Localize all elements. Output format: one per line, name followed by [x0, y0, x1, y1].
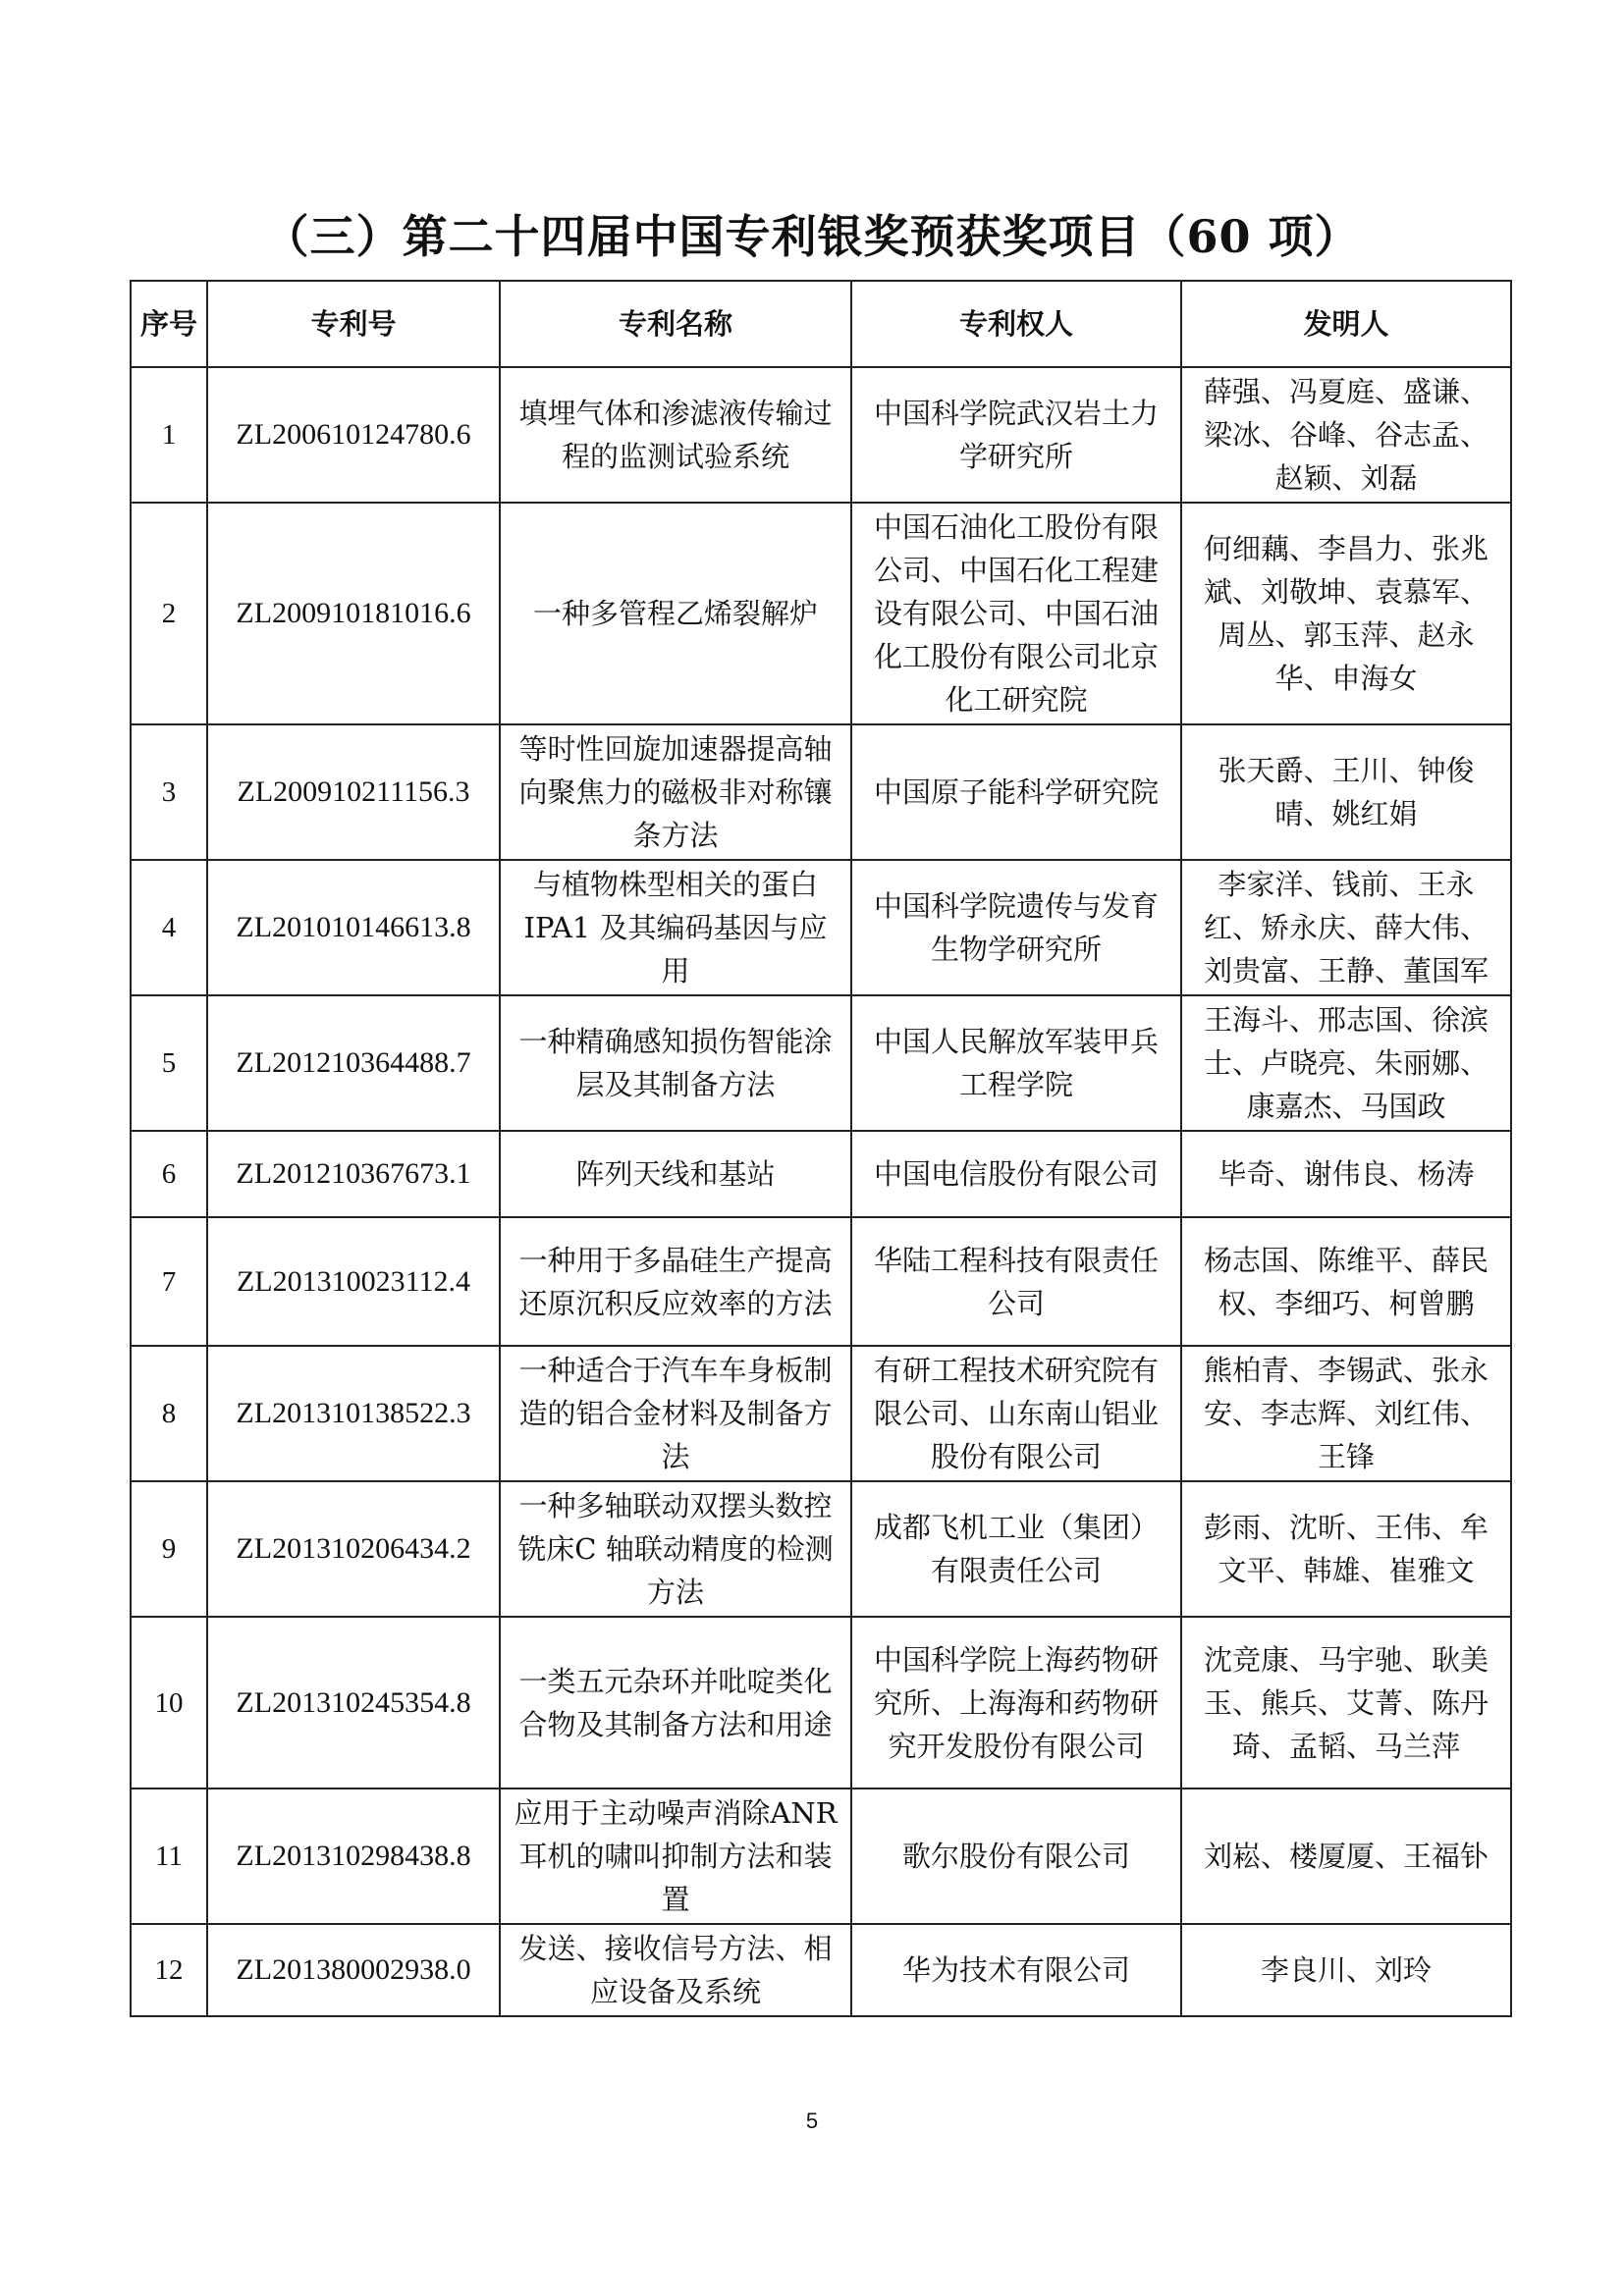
cell-patent-no: ZL201310206434.2	[207, 1481, 500, 1617]
table-row	[131, 1217, 1511, 1346]
cell-inventors: 杨志国、陈维平、薛民权、李细巧、柯曾鹏	[1181, 1217, 1511, 1346]
cell-patent-name: 与植物株型相关的蛋白IPA1 及其编码基因与应用	[500, 860, 851, 995]
cell-patent-name: 一种多管程乙烯裂解炉	[500, 503, 851, 724]
cell-patent-no: ZL201210367673.1	[207, 1131, 500, 1217]
page-number: 5	[805, 2109, 819, 2133]
header-patent-name: 专利名称	[500, 281, 851, 367]
cell-seq: 11	[131, 1789, 207, 1924]
table-row	[131, 1617, 1511, 1789]
cell-inventors: 熊柏青、李锡武、张永安、李志辉、刘红伟、王锋	[1181, 1346, 1511, 1481]
cell-patent-no: ZL201310298438.8	[207, 1789, 500, 1924]
cell-inventors: 何细藕、李昌力、张兆斌、刘敬坤、袁慕军、周丛、郭玉萍、赵永华、申海女	[1181, 503, 1511, 724]
cell-inventors: 薛强、冯夏庭、盛谦、梁冰、谷峰、谷志孟、赵颖、刘磊	[1181, 367, 1511, 503]
cell-patent-owner: 中国科学院上海药物研究所、上海海和药物研究开发股份有限公司	[851, 1617, 1181, 1789]
cell-patent-no: ZL201310245354.8	[207, 1617, 500, 1789]
cell-patent-no: ZL200910211156.3	[207, 724, 500, 860]
cell-seq: 2	[131, 503, 207, 724]
cell-inventors: 毕奇、谢伟良、杨涛	[1181, 1131, 1511, 1217]
cell-seq: 9	[131, 1481, 207, 1617]
cell-inventors: 李家洋、钱前、王永红、矫永庆、薛大伟、刘贵富、王静、董国军	[1181, 860, 1511, 995]
cell-patent-name: 发送、接收信号方法、相应设备及系统	[500, 1924, 851, 2016]
cell-patent-owner: 中国石油化工股份有限公司、中国石化工程建设有限公司、中国石油化工股份有限公司北京化工研究院	[851, 503, 1181, 724]
cell-inventors: 刘崧、楼厦厦、王福钋	[1181, 1789, 1511, 1924]
cell-patent-no: ZL200610124780.6	[207, 367, 500, 503]
cell-patent-name: 一种多轴联动双摆头数控铣床C 轴联动精度的检测方法	[500, 1481, 851, 1617]
cell-patent-owner: 有研工程技术研究院有限公司、山东南山铝业股份有限公司	[851, 1346, 1181, 1481]
cell-patent-no: ZL201310138522.3	[207, 1346, 500, 1481]
cell-seq: 6	[131, 1131, 207, 1217]
table-header-row	[131, 281, 1511, 367]
cell-inventors: 彭雨、沈昕、王伟、牟文平、韩雄、崔雅文	[1181, 1481, 1511, 1617]
cell-seq: 4	[131, 860, 207, 995]
cell-patent-owner: 华陆工程科技有限责任公司	[851, 1217, 1181, 1346]
cell-seq: 10	[131, 1617, 207, 1789]
cell-seq: 7	[131, 1217, 207, 1346]
cell-patent-no: ZL201210364488.7	[207, 995, 500, 1131]
cell-inventors: 王海斗、邢志国、徐滨士、卢晓亮、朱丽娜、康嘉杰、马国政	[1181, 995, 1511, 1131]
header-patent-no: 专利号	[207, 281, 500, 367]
cell-patent-owner: 华为技术有限公司	[851, 1924, 1181, 2016]
header-inventors: 发明人	[1181, 281, 1511, 367]
cell-patent-no: ZL200910181016.6	[207, 503, 500, 724]
cell-patent-owner: 中国科学院遗传与发育生物学研究所	[851, 860, 1181, 995]
cell-patent-name: 一类五元杂环并吡啶类化合物及其制备方法和用途	[500, 1617, 851, 1789]
cell-patent-name: 填埋气体和渗滤液传输过程的监测试验系统	[500, 367, 851, 503]
table-row	[131, 1346, 1511, 1481]
cell-patent-name: 应用于主动噪声消除ANR 耳机的啸叫抑制方法和装置	[500, 1789, 851, 1924]
cell-seq: 5	[131, 995, 207, 1131]
cell-patent-no: ZL201010146613.8	[207, 860, 500, 995]
cell-seq: 3	[131, 724, 207, 860]
table-row	[131, 1131, 1511, 1217]
cell-patent-owner: 中国原子能科学研究院	[851, 724, 1181, 860]
table-row	[131, 367, 1511, 503]
document-title: （三）第二十四届中国专利银奖预获奖项目（60 项）	[263, 210, 1361, 263]
table-row	[131, 1481, 1511, 1617]
cell-patent-name: 等时性回旋加速器提高轴向聚焦力的磁极非对称镶条方法	[500, 724, 851, 860]
cell-patent-owner: 歌尔股份有限公司	[851, 1789, 1181, 1924]
cell-patent-name: 一种用于多晶硅生产提高还原沉积反应效率的方法	[500, 1217, 851, 1346]
cell-patent-name: 一种精确感知损伤智能涂层及其制备方法	[500, 995, 851, 1131]
cell-patent-owner: 中国电信股份有限公司	[851, 1131, 1181, 1217]
cell-patent-name: 阵列天线和基站	[500, 1131, 851, 1217]
cell-seq: 8	[131, 1346, 207, 1481]
cell-inventors: 沈竞康、马宇驰、耿美玉、熊兵、艾菁、陈丹琦、孟韬、马兰萍	[1181, 1617, 1511, 1789]
cell-patent-no: ZL201310023112.4	[207, 1217, 500, 1346]
cell-patent-owner: 成都飞机工业（集团）有限责任公司	[851, 1481, 1181, 1617]
cell-inventors: 张天爵、王川、钟俊晴、姚红娟	[1181, 724, 1511, 860]
cell-patent-no: ZL201380002938.0	[207, 1924, 500, 2016]
cell-inventors: 李良川、刘玲	[1181, 1924, 1511, 2016]
header-seq: 序号	[131, 281, 207, 367]
cell-patent-owner: 中国科学院武汉岩土力学研究所	[851, 367, 1181, 503]
table-row	[131, 860, 1511, 995]
cell-seq: 1	[131, 367, 207, 503]
table-row	[131, 724, 1511, 860]
table-row	[131, 995, 1511, 1131]
table-row	[131, 503, 1511, 724]
cell-seq: 12	[131, 1924, 207, 2016]
cell-patent-owner: 中国人民解放军装甲兵工程学院	[851, 995, 1181, 1131]
table-row	[131, 1789, 1511, 1924]
cell-patent-name: 一种适合于汽车车身板制造的铝合金材料及制备方法	[500, 1346, 851, 1481]
patent-table	[130, 280, 1512, 2017]
table-row	[131, 1924, 1511, 2016]
header-patent-owner: 专利权人	[851, 281, 1181, 367]
